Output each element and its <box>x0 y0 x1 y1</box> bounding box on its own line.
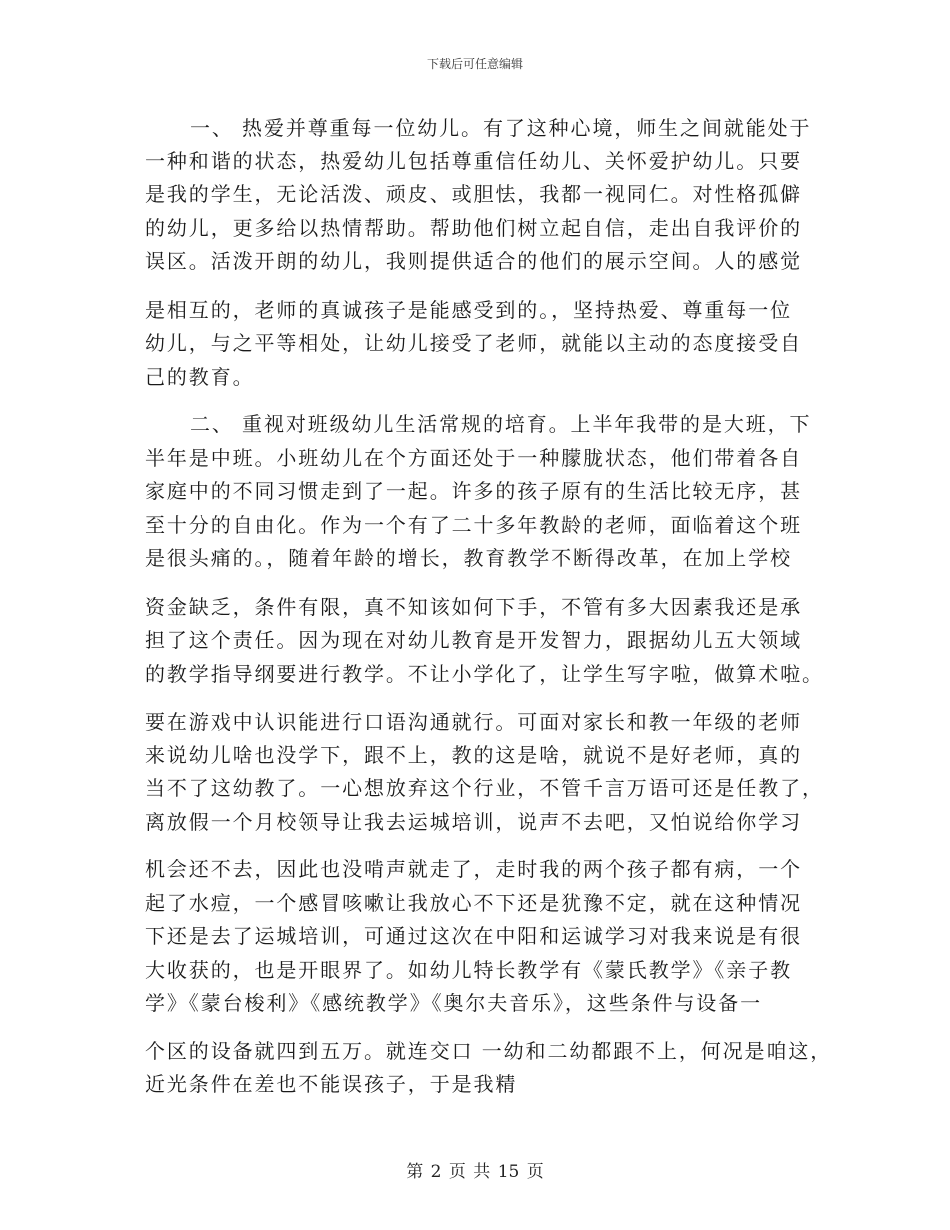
text-line: 半年是中班。小班幼儿在个方面还处于一种朦胧状态，他们带着各自 <box>145 446 802 470</box>
text-line: 二、 重视对班级幼儿生活常规的培育。上半年我带的是大班，下 <box>190 412 812 436</box>
page-number-footer: 第 2 页 共 15 页 <box>406 1162 544 1182</box>
text-line: 机会还不去，因此也没啃声就走了，走时我的两个孩子都有病，一个 <box>145 857 802 881</box>
text-line: 的幼儿，更多给以热情帮助。帮助他们树立起自信，走出自我评价的 <box>145 216 802 240</box>
text-line: 离放假一个月校领导让我去运城培训，说声不去吧，又怕说给你学习 <box>145 810 802 834</box>
page-header: 下载后可任意编辑 <box>426 57 523 71</box>
text-line: 大收获的，也是开眼界了。如幼儿特长教学有《蒙氏教学》《亲子教 <box>145 958 792 982</box>
text-line: 学》《蒙台梭利》《感统教学》《奥尔夫音乐》，这些条件与设备一 <box>145 991 762 1015</box>
text-line: 幼儿，与之平等相处，让幼儿接受了老师，就能以主动的态度接受自 <box>145 331 802 355</box>
text-line: 是很头痛的。，随着年龄的增长，教育教学不断得改革，在加上学校 <box>145 546 792 570</box>
text-line: 家庭中的不同习惯走到了一起。许多的孩子原有的生活比较无序，甚 <box>145 479 802 503</box>
text-line: 误区。活泼开朗的幼儿，我则提供适合的他们的展示空间。人的感觉 <box>145 249 802 273</box>
text-line: 担了这个责任。因为现在对幼儿教育是开发智力，跟据幼儿五大领域 <box>145 628 802 652</box>
text-line: 至十分的自由化。作为一个有了二十多年教龄的老师，面临着这个班 <box>145 513 802 537</box>
text-line: 来说幼儿啥也没学下，跟不上，教的这是啥，就说不是好老师，真的 <box>145 743 802 767</box>
text-line: 是相互的，老师的真诚孩子是能感受到的。，坚持热爱、尊重每一位 <box>145 298 792 322</box>
text-line: 要在游戏中认识能进行口语沟通就行。可面对家长和教一年级的老师 <box>145 710 802 734</box>
text-line: 是我的学生，无论活泼、顽皮、或胆怯，我都一视同仁。对性格孤僻 <box>145 182 802 206</box>
text-line: 的教学指导纲要进行教学。不让小学化了，让学生写字啦，做算术啦。 <box>145 662 824 686</box>
text-line: 下还是去了运城培训，可通过这次在中阳和运诚学习对我来说是有很 <box>145 924 802 948</box>
text-line: 当不了这幼教了。一心想放弃这个行业，不管千言万语可还是任教了， <box>145 776 824 800</box>
text-line: 一、 热爱并尊重每一位幼儿。有了这种心境，师生之间就能处于 <box>190 116 812 140</box>
text-line: 起了水痘，一个感冒咳嗽让我放心不下还是犹豫不定，就在这种情况 <box>145 891 802 915</box>
text-line: 个区的设备就四到五万。就连交口 一幼和二幼都跟不上，何况是咱这， <box>145 1039 833 1063</box>
text-line: 一种和谐的状态，热爱幼儿包括尊重信任幼儿、关怀爱护幼儿。只要 <box>145 149 802 173</box>
text-line: 己的教育。 <box>145 365 255 389</box>
text-line: 资金缺乏，条件有限，真不知该如何下手，不管有多大因素我还是承 <box>145 595 802 619</box>
text-line: 近光条件在差也不能误孩子，于是我精 <box>145 1072 518 1096</box>
